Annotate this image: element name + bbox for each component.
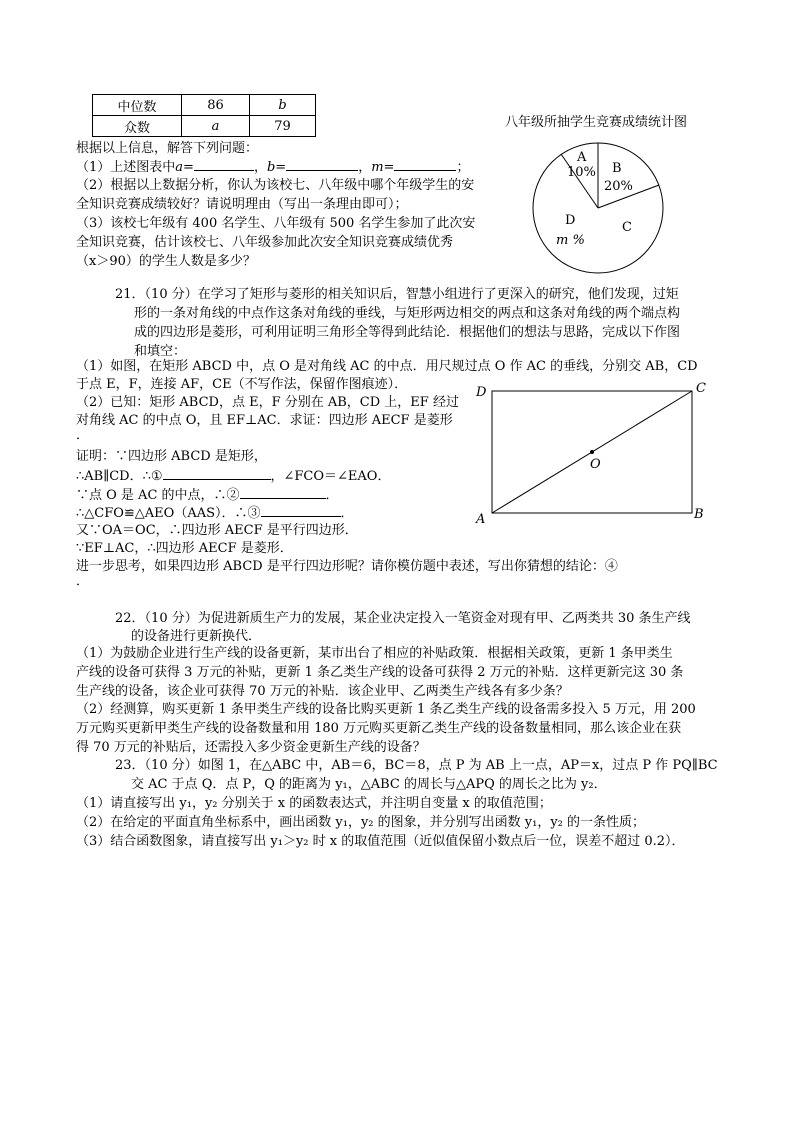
- q22-part2-line1: （2）经测算，购买更新 1 条甲类生产线的设备比购买更新 1 条乙类生产线的设备需多投入 5 万元，用 200: [76, 702, 696, 717]
- pie-percent-d: m %: [556, 233, 585, 248]
- q22-part2-line3: 得 70 万元的补贴后，还需投入多少资金更新生产线的设备？: [76, 740, 426, 755]
- answer-blank[interactable]: [261, 503, 341, 517]
- q23-part2: （2）在给定的平面直角坐标系中，画出函数 y₁，y₂ 的图象，并分别写出函数 y₁，y₂ 的一条性质；: [76, 815, 646, 830]
- q21-line1: 21．（10 分）在学习了矩形与菱形的相关知识后，智慧小组进行了更深入的研究，他们发现，过矩: [115, 287, 679, 302]
- q22-line2: 的设备进行更新换代．: [131, 629, 262, 644]
- q21-part1-line2: 于点 E，F，连接 AF，CE（不写作法，保留作图痕迹）．: [76, 377, 408, 392]
- proof-line3: ∵点 O 是 AC 的中点，∴② ．: [76, 485, 339, 505]
- pie-label-a: A: [577, 150, 587, 165]
- q23-part1: （1）请直接写出 y₁，y₂ 分别关于 x 的函数表达式，并注明自变量 x 的取值范围；: [76, 796, 552, 811]
- q21-part2-line2: 对角线 AC 的中点 O，且 EF⊥AC．求证：四边形 AECF 是菱形: [76, 413, 453, 428]
- q21-line2: 形的一条对角线的中点作这条对角线的垂线，与矩形两边相交的两点和这条对角线的两个端点构: [134, 306, 681, 321]
- q22-part1-line3: 生产线的设备，该企业可获得 70 万元的补贴．该企业甲、乙两类生产线各有多少条？: [76, 684, 569, 699]
- q21-further-line1: 进一步思考，如果四边形 ABCD 是平行四边形呢？请你模仿题中表述，写出你猜想的结论：④: [76, 559, 618, 574]
- table-row: [93, 116, 316, 137]
- pie-percent-a: 10%: [567, 165, 596, 180]
- table-row: [93, 95, 316, 116]
- pie-label-c: C: [622, 220, 632, 235]
- answer-blank[interactable]: [194, 157, 254, 171]
- table-cell-grade7: a: [182, 116, 250, 137]
- answer-blank[interactable]: [240, 485, 326, 499]
- q20-part2-line1: （2）根据以上数据分析，你认为该校七、八年级中哪个年级学生的安: [76, 178, 475, 193]
- proof-line6: ∵EF⊥AC，∴四边形 AECF 是菱形．: [76, 541, 293, 556]
- proof-line5: 又∵OA＝OC，∴四边形 AECF 是平行四边形．: [76, 523, 358, 538]
- q20-part2-line2: 全知识竞赛成绩较好？请说明理由（写出一条理由即可）；: [76, 197, 408, 212]
- pie-chart-title: 八年级所抽学生竞赛成绩统计图: [505, 115, 688, 130]
- q22-part2-line2: 万元购买更新甲类生产线的设备数量和用 180 万元购买更新乙类生产线的设备数量相同，那么该企业在获: [76, 721, 682, 736]
- answer-blank[interactable]: [163, 466, 271, 480]
- answer-blank[interactable]: [286, 157, 358, 171]
- q23-line1: 23．（10 分）如图 1，在△ABC 中，AB＝6，BC＝8，点 P 为 AB 上一点，AP＝x，过点 P 作 PQ∥BC: [115, 758, 718, 773]
- vertex-c-label: C: [696, 381, 706, 396]
- q22-line1: 22．（10 分）为促进新质生产力的发展，某企业决定投入一笔资金对现有甲、乙两类共 30 条生产线: [115, 611, 691, 626]
- pie-label-b: B: [612, 161, 622, 176]
- pie-percent-b: 20%: [604, 179, 633, 194]
- q20-part3-line3: （x＞90）的学生人数是多少？: [76, 254, 256, 269]
- q21-part2-line1: （2）已知：矩形 ABCD，点 E，F 分别在 AB，CD 上，EF 经过: [76, 395, 459, 410]
- q21-part1-line1: （1）如图，在矩形 ABCD 中，点 O 是对角线 AC 的中点．用尺规过点 O 作 AC 的垂线，分别交 AB，CD: [76, 359, 698, 374]
- pie-chart: [530, 140, 666, 276]
- answer-blank[interactable]: [394, 157, 456, 171]
- q20-part3-line1: （3）该校七年级有 400 名学生、八年级有 500 名学生参加了此次安: [76, 216, 476, 231]
- point-o-label: O: [590, 457, 601, 472]
- proof-line1: 证明：∵四边形 ABCD 是矩形，: [76, 449, 267, 464]
- vertex-b-label: B: [694, 507, 704, 522]
- rectangle-figure: [470, 378, 720, 528]
- pie-label-d: D: [565, 213, 576, 228]
- table-cell-grade7: 86: [182, 95, 250, 116]
- vertex-a-label: A: [476, 512, 486, 527]
- q23-part3: （3）结合函数图象，请直接写出 y₁＞y₂ 时 x 的取值范围（近似值保留小数点后一位，误差不超过 0.2）．: [76, 834, 685, 849]
- table-cell-label: 中位数: [93, 95, 182, 116]
- q22-part1-line2: 产线的设备可获得 3 万元的补贴，更新 1 条乙类生产线的设备可获得 2 万元的补贴．这样更新完这 30 条: [76, 665, 684, 680]
- q21-line4: 和填空：: [134, 344, 187, 359]
- q21-line3: 成的四边形是菱形，可利用证明三角形全等得到此结论．根据他们的想法与思路，完成以下作图: [134, 325, 681, 340]
- q21-part2-line3: ．: [76, 428, 90, 443]
- q23-line2: 交 AC 于点 Q．点 P，Q 的距离为 y₁，△ABC 的周长与△APQ 的周长之比为 y₂．: [131, 777, 607, 792]
- q20-part3-line2: 全知识竞赛，估计该校七、八年级参加此次安全知识竞赛成绩优秀: [76, 235, 454, 250]
- q22-part1-line1: （1）为鼓励企业进行生产线的设备更新，某市出台了相应的补贴政策．根据相关政策，更新 1 条甲类生: [76, 646, 673, 661]
- proof-line2: ∴AB∥CD．∴① ，∠FCO＝∠EAO．: [76, 466, 390, 486]
- stats-table: [92, 94, 316, 137]
- vertex-d-label: D: [476, 385, 487, 400]
- midpoint-o: [590, 450, 594, 454]
- table-cell-grade8: 79: [250, 116, 316, 137]
- q21-further-line2: ．: [76, 574, 90, 589]
- table-cell-grade8: b: [250, 95, 316, 116]
- proof-line4: ∴△CFO≌△AEO（AAS）．∴③ ．: [76, 503, 354, 523]
- table-cell-label: 众数: [93, 116, 182, 137]
- q20-part1: （1）上述图表中a= ，b= ，m= ；: [76, 157, 469, 177]
- q20-intro: 根据以上信息，解答下列问题：: [76, 141, 259, 156]
